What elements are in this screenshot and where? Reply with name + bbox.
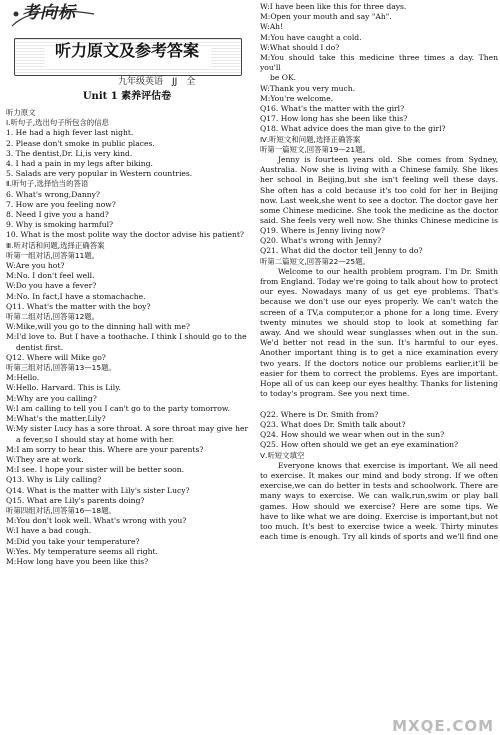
unit-title: Unit 1 素养评估卷 [82,91,172,102]
text-line: M:Hello. [6,373,40,383]
section-heading: 听第二篇短文,回答第22—25题。 [260,256,370,266]
text-line: Q11. What's the matter with the boy? [6,301,151,311]
text-line: Q19. Where is Jenny living now? [260,226,385,236]
text-line: M:No. In fact,I have a stomachache. [6,291,146,301]
text-line: be OK. [270,73,297,83]
text-line: 9. Why is smoking harmful? [6,220,114,230]
text-line: W:Ah! [260,22,284,32]
text-line: Q23. What does Dr. Smith talk about? [260,420,406,430]
text-line: W:Mike,will you go to the dinning hall with me? [6,322,190,332]
text-line: 2. Please don't smoke in public places. [6,138,155,148]
text-line: Q14. What is the matter with Lily's sister Lucy? [6,485,190,495]
text-line: 6. What's wrong,Danny? [6,189,100,199]
text-line: dentist first. [16,342,64,352]
text-line: M:No. I don't feel well. [6,271,95,281]
text-line: Q13. Why is Lily calling? [6,475,102,485]
text-line: Q18. What advice does the man give to the girl? [260,124,446,134]
text-line: Q16. What's the matter with the girl? [260,104,405,114]
text-line: Q17. How long has she been like this? [260,114,408,124]
text-line: W:Are you hot? [6,261,65,271]
text-line: W:What should I do? [260,42,340,52]
text-line: W:Do you have a fever? [6,281,97,291]
section-heading: 听第一组对话,回答第11题。 [6,250,100,260]
page-title: 听力原文及参考答案 [54,41,199,60]
text-line: 4. I had a pain in my legs after biking. [6,159,153,169]
section-heading: 听第三组对话,回答第13—15题。 [6,363,116,373]
text-line: 10. What is the most polite way the doctor advise his patient? [6,230,245,240]
text-line: Q25. How often should we get an eye examination? [260,440,459,450]
text-line: a fever,so I should stay at home with her. [16,434,175,444]
section-heading: Ⅳ.听短文和问题,选择正确答案 [260,134,361,144]
text-line: 1. He had a high fever last night. [6,128,134,138]
brand-logo [8,3,100,34]
right-column [260,2,498,542]
passage-paragraph: Everyone knows that exercise is important. We all need to exercise. It makes our mind and body strong. If we often exercise,we can do better in tests and schoolwork. There are many ways to exercise. We can walk,run,swim or play ball games. How should we exercise? Here are some tips. We have to like what we are doing. Exercise is important,but not too much. It's best to exercise twice a week. Thirty minutes each time is enough. Try all kinds of sports and we'll find one [260,460,498,542]
text-line: Q12. Where will Mike go? [6,352,106,362]
section-heading: 听力原文 [6,108,36,117]
text-line: M:You're welcome. [260,93,334,103]
text-line: M:You don't look well. What's wrong with you? [6,516,187,526]
section-heading: Ⅰ.听句子,选出句子所包含的信息 [6,118,109,128]
passage-paragraph: Welcome to our health problem program. I'm Dr. Smith from England. Today we're going to talk about how to protect our eyes. Nowadays many of us get eye problems. That's because we don't use our eyes properly. We can't watch the screen of a TV,a computer,or a phone for a long time. Every twenty minutes we should stop to look at something far away. And we should wear sunglasses when out in the sun. We'd better not read in the sun. It's harmful to our eyes. Another important thing is to get a nice examination every two years. If the doctors notice our problems earlier,it'll be easier for them to correct the problems. Eyes are important. Hope all of us can keep our eyes healthy. Thanks for listening to today's program. See you next time. [260,266,498,399]
text-line: W:I have a bad cough. [6,526,92,536]
watermark: MXQE.COM [392,716,494,735]
text-line: M:Why are you calling? [6,393,97,403]
text-line: M:What's the matter,Lily? [6,414,106,424]
text-line: M:Did you take your temperature? [6,536,140,546]
section-heading: Ⅴ.听短文填空 [260,450,305,460]
text-line: 8. Need I give you a hand? [6,210,109,220]
text-line: Q22. Where is Dr. Smith from? [260,409,379,419]
text-line: W:Yes. My temperature seems all right. [6,546,158,556]
text-line: 7. How are you feeling now? [6,199,116,209]
text-line: M:I see. I hope your sister will be better soon. [6,465,185,475]
section-heading: 听第四组对话,回答第16—18题。 [6,505,116,515]
section-heading: Ⅱ.听句子,选择恰当的答语 [6,179,89,189]
section-heading: 听第一篇短文,回答第19—21题。 [260,144,370,154]
passage-paragraph: Jenny is fourteen years old. She comes from Sydney, Australia. Now she is living with a Chinese family. She likes her school in Beijing,but she isn't feeling well these days. She often has a cold because it's too cold for her in Beijing now. Last week,she went to see a doctor. The doctor gave her some Chinese medicine. She took the medicine as the doctor said. She feels very well now. She thinks Chinese medicine is [260,155,498,226]
text-line: W:I am calling to tell you I can't go to the party tomorrow. [6,403,230,413]
grade-label: 九年级英语 JJ 全 [118,77,196,87]
text-line: M:How long have you been like this? [6,556,149,566]
text-line: W:They are at work. [6,454,84,464]
text-line: M:I'd love to. But I have a toothache. I think I should go to the [6,332,247,342]
text-line: M:I am sorry to hear this. Where are your parents? [6,444,204,454]
text-line: Q15. What are Lily's parents doing? [6,495,145,505]
logo-text: 考向标 [22,3,76,23]
text-line: Q20. What's wrong with Jenny? [260,236,382,246]
text-line: 5. Salads are very popular in Western countries. [6,169,193,179]
text-line: W:My sister Lucy has a sore throat. A sore throat may give her [6,424,249,434]
text-line: W:I have been like this for three days. [260,2,407,11]
text-line: M:You have caught a cold. [260,32,362,42]
left-column [6,108,252,567]
text-line: W:Thank you very much. [260,83,356,93]
text-line: M:Open your mouth and say "Ah". [260,12,392,22]
text-line: M:You should take this medicine three times a day. Then you'll [260,53,498,73]
text-line: Q24. How should we wear when out in the sun? [260,430,445,440]
text-line: 3. The dentist,Dr. Li,is very kind. [6,148,133,158]
section-heading: Ⅲ.听对话和问题,选择正确答案 [6,240,105,250]
text-line: Q21. What did the doctor tell Jenny to do? [260,246,423,256]
text-line: W:Hello. Harvard. This is Lily. [6,383,121,393]
section-heading: 听第二组对话,回答第12题。 [6,312,100,322]
